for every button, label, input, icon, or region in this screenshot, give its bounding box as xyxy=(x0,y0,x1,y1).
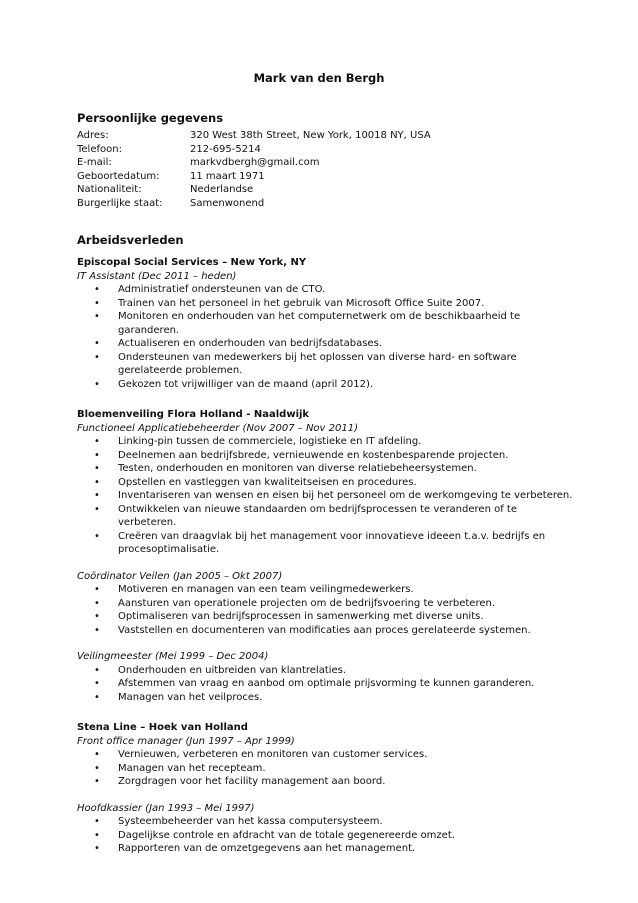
duty-text: Systeembeheerder van het kassa computersysteem. xyxy=(118,816,383,827)
duty-text: Vaststellen en documenteren van modificaties aan proces gerelateerde systemen. xyxy=(118,624,531,636)
personal-label: E-mail: xyxy=(77,157,112,168)
duty-item xyxy=(94,310,577,337)
personal-heading: Persoonlijke gegevens xyxy=(77,111,224,125)
duty-text: Actualiseren en onderhouden van bedrijfsdatabases. xyxy=(118,338,382,349)
duty-text: Vernieuwen, verbeteren en monitoren van customer services. xyxy=(118,749,428,760)
personal-value: 11 maart 1971 xyxy=(190,170,265,182)
duty-text: Onderhouden en uitbreiden van klantrelaties. xyxy=(118,664,347,676)
duty-text: Managen van het veilproces. xyxy=(118,691,263,703)
duty-item xyxy=(94,462,577,476)
cv-name: Mark van den Bergh xyxy=(253,71,385,85)
duty-list xyxy=(77,435,577,557)
experience-heading: Arbeidsverleden xyxy=(77,233,184,247)
personal-value: 212-695-5214 xyxy=(190,143,261,155)
duty-text: Trainen van het personeel in het gebruik van Microsoft Office Suite 2007. xyxy=(118,297,485,309)
duty-text: Afstemmen van vraag en aanbod om optimale prijsvorming te kunnen garanderen. xyxy=(118,678,535,689)
role-title: Front office manager (Jun 1997 – Apr 1999) xyxy=(77,735,295,747)
duty-item xyxy=(94,664,577,678)
personal-label: Adres: xyxy=(77,130,109,141)
duty-text: Testen, onderhouden en monitoren van diverse relatiebeheersystemen. xyxy=(118,463,477,474)
duty-list xyxy=(77,664,577,705)
bullet-icon: • xyxy=(94,624,100,636)
personal-value: 320 West 38th Street, New York, 10018 NY, USA xyxy=(190,130,431,141)
duty-item xyxy=(94,378,577,392)
personal-details xyxy=(77,129,431,210)
personal-value: Nederlandse xyxy=(190,184,254,195)
bullet-icon: • xyxy=(94,284,100,295)
role-title: Hoofdkassier (Jan 1993 – Mei 1997) xyxy=(77,802,255,814)
duty-item xyxy=(94,435,577,449)
work-experience xyxy=(77,256,577,856)
duty-item xyxy=(94,815,577,829)
duty-text: Gekozen tot vrijwilliger van de maand (april 2012). xyxy=(118,378,374,390)
duty-text: Ontwikkelen van nieuwe standaarden om bedrijfsprocessen te veranderen of te verbeteren. xyxy=(118,503,517,528)
bullet-icon: • xyxy=(94,351,100,363)
bullet-icon: • xyxy=(94,436,100,447)
role-title: IT Assistant (Dec 2011 – heden) xyxy=(77,270,237,282)
company-name: Bloemenveiling Flora Holland - Naaldwijk xyxy=(77,409,310,420)
bullet-icon: • xyxy=(94,490,100,501)
personal-value: Samenwonend xyxy=(190,197,265,209)
duty-list xyxy=(77,815,577,856)
personal-row xyxy=(77,170,431,184)
duty-text: Inventariseren van wensen en eisen bij het personeel om de werkomgeving te verbeteren. xyxy=(118,490,573,501)
bullet-icon: • xyxy=(94,829,100,841)
role-title: Coördinator Veilen (Jan 2005 – Okt 2007) xyxy=(77,570,283,582)
duty-item xyxy=(94,351,577,378)
duty-text: Zorgdragen voor het facility management aan boord. xyxy=(118,776,386,787)
bullet-icon: • xyxy=(94,378,100,390)
personal-row xyxy=(77,183,431,197)
role-title: Veilingmeester (Mei 1999 – Dec 2004) xyxy=(77,651,269,662)
bullet-icon: • xyxy=(94,338,100,349)
bullet-icon: • xyxy=(94,664,100,676)
duty-item xyxy=(94,677,577,691)
duty-list xyxy=(77,583,577,637)
company-name: Stena Line – Hoek van Holland xyxy=(77,722,248,733)
duty-item xyxy=(94,775,577,789)
duty-text: Deelnemen aan bedrijfsbrede, vernieuwende en kostenbesparende projecten. xyxy=(118,449,509,461)
personal-label: Nationaliteit: xyxy=(77,184,142,195)
bullet-icon: • xyxy=(94,611,100,622)
duty-item xyxy=(94,748,577,762)
personal-row xyxy=(77,156,431,170)
duty-text: Dagelijkse controle en afdracht van de totale gegenereerde omzet. xyxy=(118,829,455,841)
duty-text: Aansturen van operationele projecten om de bedrijfsvoering te verbeteren. xyxy=(118,597,496,609)
bullet-icon: • xyxy=(94,584,100,595)
personal-row xyxy=(77,143,431,157)
duty-item xyxy=(94,337,577,351)
duty-text: Motiveren en managen van een team veilingmedewerkers. xyxy=(118,584,414,595)
personal-value: markvdbergh@gmail.com xyxy=(190,157,320,168)
duty-item xyxy=(94,283,577,297)
bullet-icon: • xyxy=(94,530,100,542)
bullet-icon: • xyxy=(94,691,100,703)
duty-item xyxy=(94,476,577,490)
duty-item xyxy=(94,829,577,843)
personal-label: Geboortedatum: xyxy=(77,170,160,182)
duty-list xyxy=(77,283,577,391)
duty-text: Optimaliseren van bedrijfsprocessen in samenwerking met diverse units. xyxy=(118,611,484,622)
personal-row xyxy=(77,197,431,211)
duty-item xyxy=(94,691,577,705)
duty-item xyxy=(94,597,577,611)
duty-item xyxy=(94,610,577,624)
duty-item xyxy=(94,297,577,311)
personal-label: Burgerlijke staat: xyxy=(77,197,163,209)
bullet-icon: • xyxy=(94,749,100,760)
duty-text: Ondersteunen van medewerkers bij het oplossen van diverse hard- en software gerelateerde problemen. xyxy=(118,351,517,376)
duty-text: Monitoren en onderhouden van het computernetwerk om de beschikbaarheid te garanderen. xyxy=(118,311,521,336)
bullet-icon: • xyxy=(94,297,100,309)
bullet-icon: • xyxy=(94,503,100,515)
bullet-icon: • xyxy=(94,762,100,774)
personal-row xyxy=(77,129,431,143)
bullet-icon: • xyxy=(94,678,100,689)
company-name: Episcopal Social Services – New York, NY xyxy=(77,257,307,268)
bullet-icon: • xyxy=(94,476,100,488)
duty-item xyxy=(94,842,577,856)
bullet-icon: • xyxy=(94,843,100,854)
bullet-icon: • xyxy=(94,776,100,787)
duty-item xyxy=(94,489,577,503)
duty-text: Creëren van draagvlak bij het management voor innovatieve ideeen t.a.v. bedrijfs en procesoptimalisatie. xyxy=(118,530,546,555)
bullet-icon: • xyxy=(94,463,100,474)
bullet-icon: • xyxy=(94,449,100,461)
duty-item xyxy=(94,583,577,597)
duty-item xyxy=(94,624,577,638)
duty-list xyxy=(77,748,577,789)
duty-item xyxy=(94,530,577,557)
role-title: Functioneel Applicatiebeheerder (Nov 2007 – Nov 2011) xyxy=(77,422,359,434)
duty-text: Rapporteren van de omzetgegevens aan het management. xyxy=(118,843,416,854)
bullet-icon: • xyxy=(94,816,100,827)
duty-item xyxy=(94,762,577,776)
personal-label: Telefoon: xyxy=(77,143,122,155)
duty-item xyxy=(94,449,577,463)
duty-text: Linking-pin tussen de commerciele, logistieke en IT afdeling. xyxy=(118,436,422,447)
duty-text: Opstellen en vastleggen van kwaliteitseisen en procedures. xyxy=(118,476,417,488)
duty-text: Managen van het recepteam. xyxy=(118,762,266,774)
duty-text: Administratief ondersteunen van de CTO. xyxy=(118,284,326,295)
bullet-icon: • xyxy=(94,597,100,609)
duty-item xyxy=(94,503,577,530)
bullet-icon: • xyxy=(94,311,100,322)
